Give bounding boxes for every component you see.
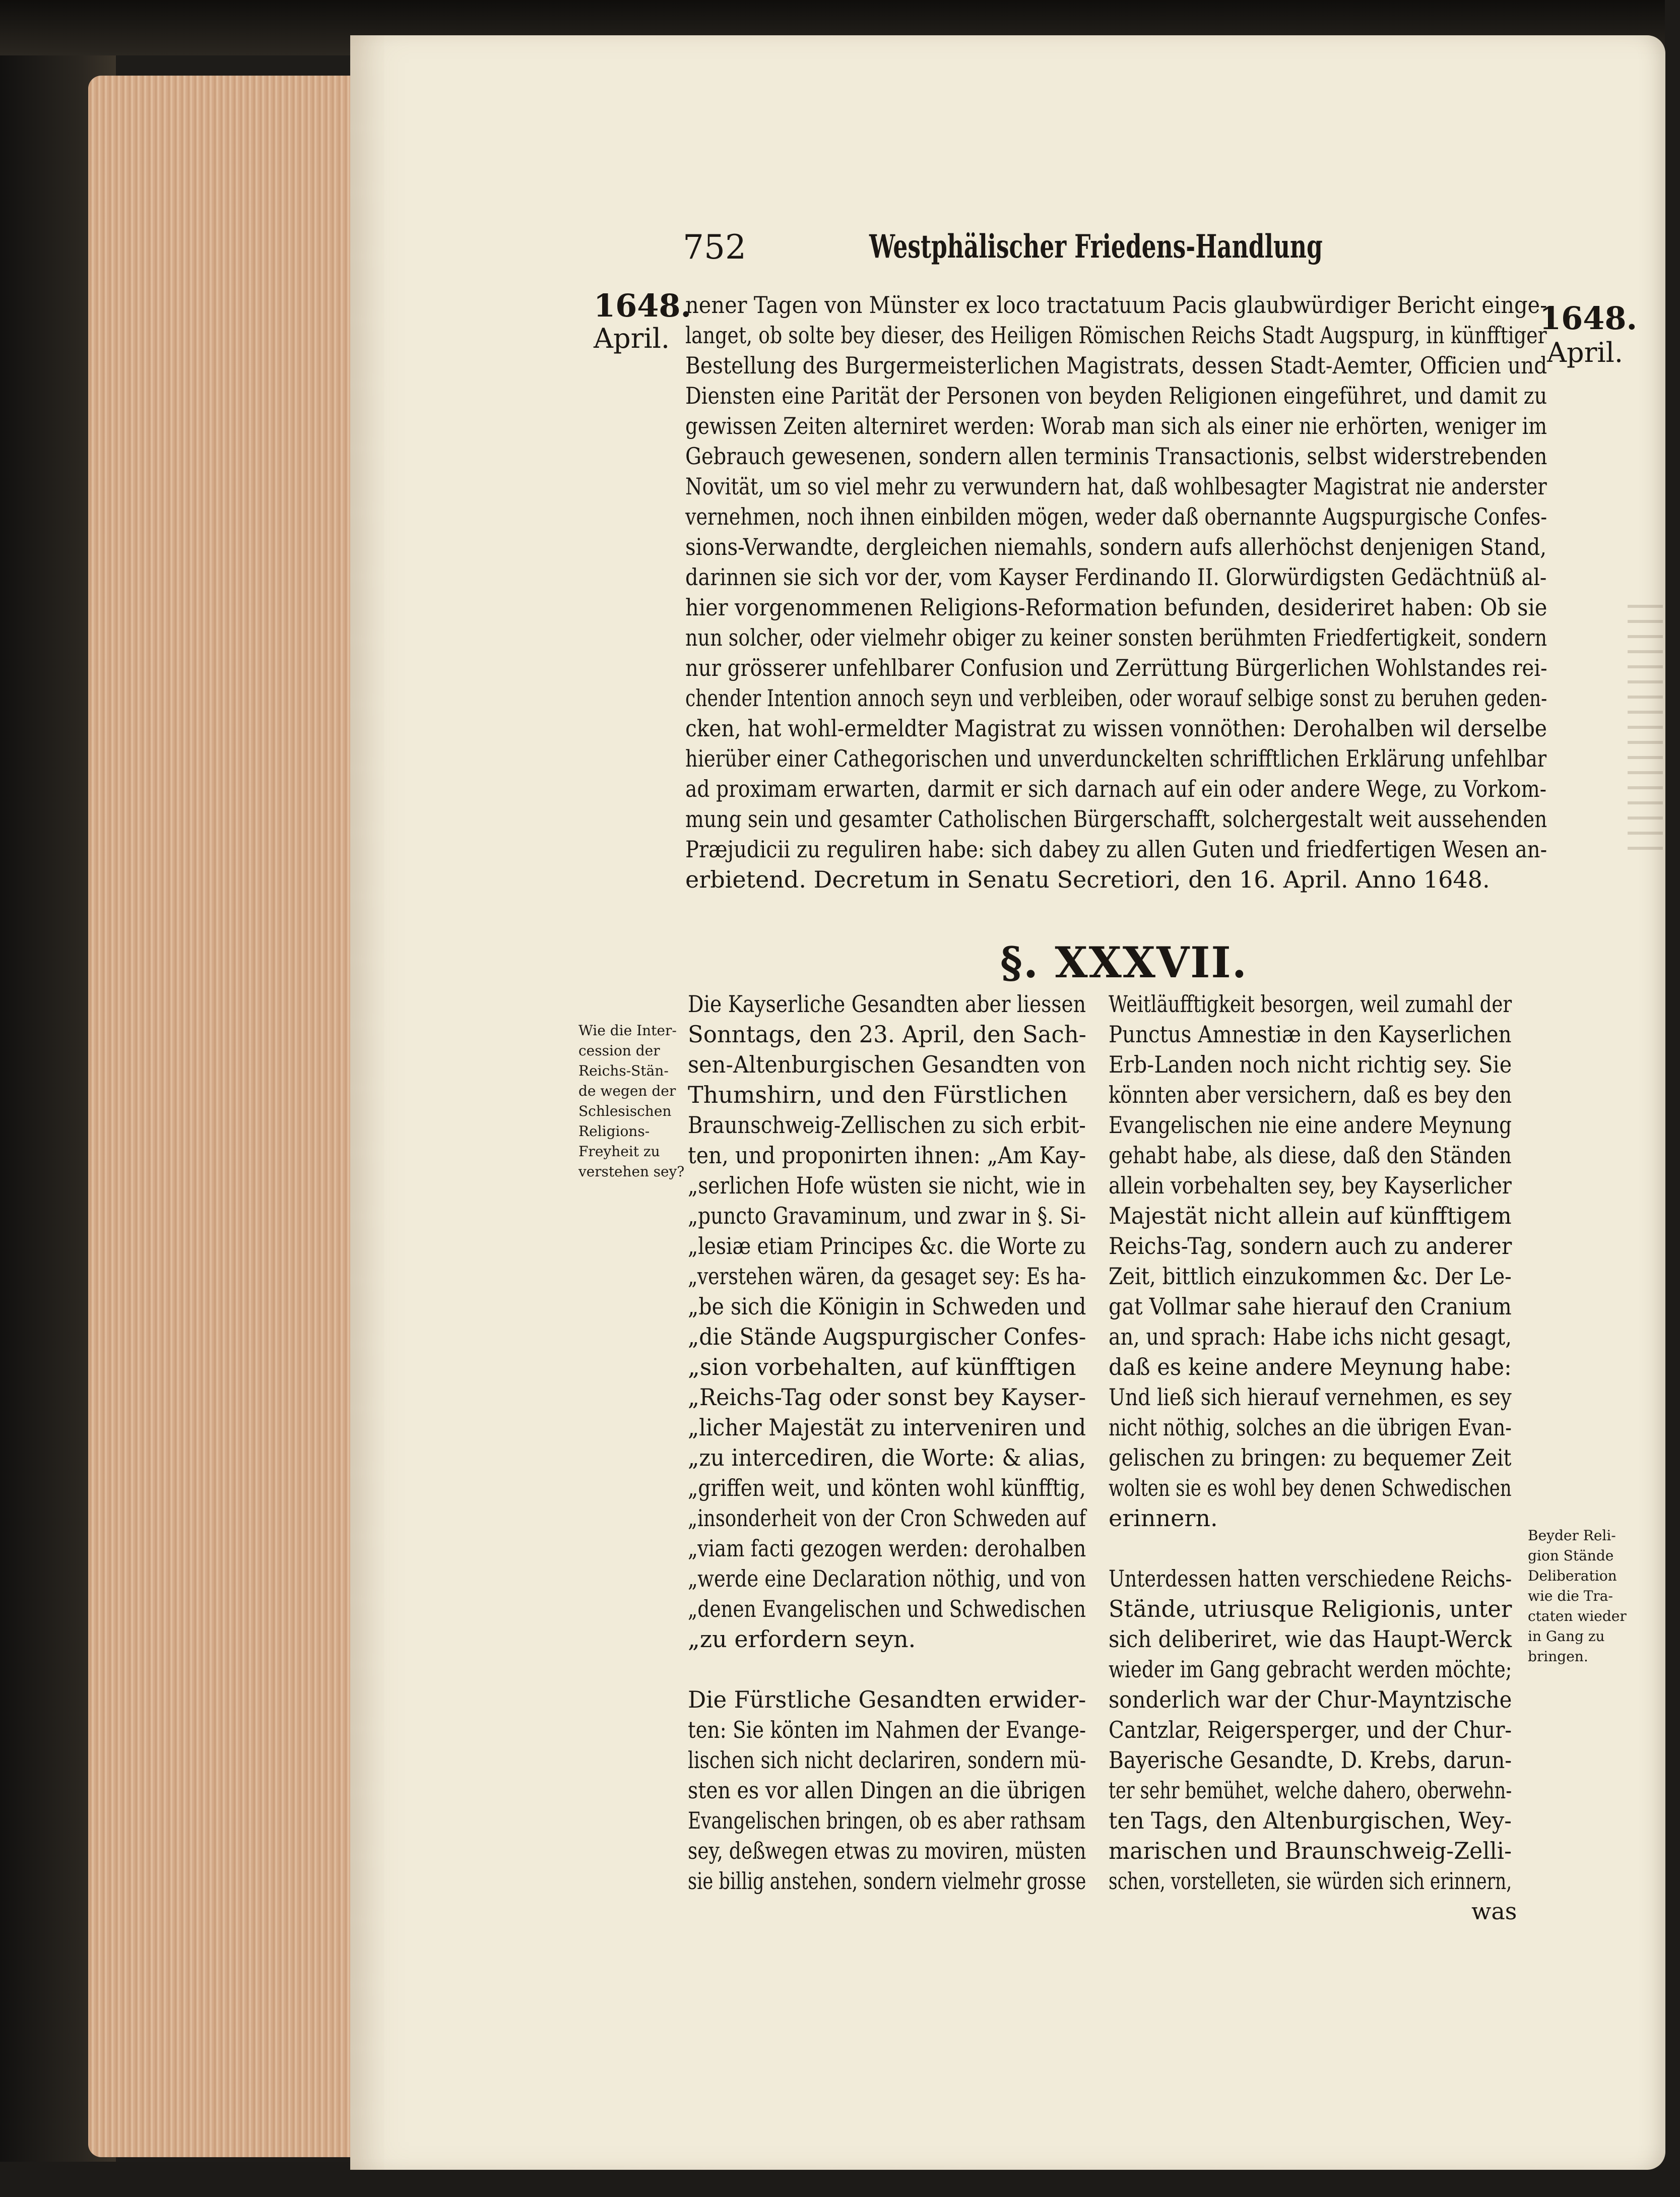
facing-page-bleed-through (1628, 605, 1663, 857)
text-line: Die Fürstliche Gesandten erwider- (688, 1686, 1086, 1713)
text-line: „licher Majestät zu interveniren und (688, 1414, 1086, 1441)
note-line: de wegen der (578, 1083, 676, 1099)
note-line: Deliberation (1528, 1567, 1617, 1584)
note-line: bringen. (1528, 1648, 1588, 1665)
text-line: nener Tagen von Münster ex loco tractatuum Pacis glaubwürdiger Bericht einge- (685, 291, 1547, 319)
text-line: cken, hat wohl-ermeldter Magistrat zu wissen vonnöthen: Derohalben wil derselbe (685, 715, 1547, 742)
catchword: was (1471, 1898, 1517, 1925)
margin-year-left: 1648. (594, 287, 692, 324)
text-line: „werde eine Declaration nöthig, und von (688, 1565, 1086, 1592)
note-line: in Gang zu (1528, 1628, 1605, 1645)
text-line: „denen Evangelischen und Schwedischen (688, 1595, 1086, 1622)
text-line: gelischen zu bringen: zu bequemer Zeit (1109, 1444, 1512, 1471)
text-line: Evangelischen nie eine andere Meynung (1109, 1111, 1512, 1139)
text-line: sich deliberiret, wie das Haupt-Werck (1109, 1625, 1512, 1653)
text-line: nicht nöthig, solches an die übrigen Evan- (1109, 1414, 1512, 1441)
note-line: Beyder Reli- (1528, 1527, 1616, 1544)
text-line: vernehmen, noch ihnen einbilden mögen, weder daß obernannte Augspurgische Confes- (685, 503, 1547, 530)
text-line: Bayerische Gesandte, D. Krebs, darun- (1109, 1746, 1512, 1774)
text-line: ad proximam erwarten, darmit er sich darnach auf ein oder andere Wege, zu Vorkom- (685, 775, 1546, 802)
note-line: ctaten wieder (1528, 1608, 1627, 1624)
text-line: sen-Altenburgischen Gesandten von (688, 1051, 1086, 1078)
text-line: „lesiæ etiam Principes &c. die Worte zu (688, 1232, 1086, 1260)
note-line: Religions- (578, 1123, 650, 1140)
running-title: Westphälischer Friedens-Handlung (869, 228, 1323, 266)
text-line: nur grösserer unfehlbarer Confusion und Zerrüttung Bürgerlichen Wohlstandes rei- (685, 654, 1547, 681)
text-line: daß es keine andere Meynung habe: (1109, 1353, 1512, 1380)
text-line: ten Tags, den Altenburgischen, Wey- (1109, 1807, 1512, 1834)
note-line: Freyheit zu (578, 1143, 660, 1160)
text-line: könnten aber versichern, daß es bey den (1109, 1081, 1512, 1108)
text-line: Bestellung des Burgermeisterlichen Magistrats, dessen Stadt-Aemter, Officien und (685, 352, 1547, 379)
text-line: ten, und proponirten ihnen: „Am Kay- (688, 1142, 1086, 1169)
text-line: erbietend. Decretum in Senatu Secretiori, den 16. April. Anno 1648. (685, 866, 1490, 893)
text-line: darinnen sie sich vor der, vom Kayser Ferdinando II. Glorwürdigsten Gedächtnüß al- (685, 563, 1547, 591)
text-line: Die Kayserliche Gesandten aber liessen (688, 990, 1086, 1018)
text-line: Erb-Landen noch nicht richtig sey. Sie (1109, 1051, 1512, 1078)
text-line: Novität, um so viel mehr zu verwundern hat, daß wohlbesagter Magistrat nie anderster (685, 473, 1547, 500)
text-line: gewissen Zeiten alterniret werden: Worab man sich als einer nie erhörten, weniger im (685, 412, 1547, 440)
text-line: Sonntags, den 23. April, den Sach- (688, 1021, 1086, 1048)
margin-year-right: 1648. (1539, 300, 1638, 337)
text-line: „puncto Gravaminum, und zwar in §. Si- (688, 1202, 1086, 1229)
text-line: ter sehr bemühet, welche dahero, oberwehn- (1109, 1777, 1512, 1804)
text-line: „zu erfordern seyn. (688, 1625, 916, 1653)
section-title: §. XXXVII. (1000, 937, 1248, 987)
text-line: allein vorbehalten sey, bey Kayserlicher (1109, 1172, 1512, 1199)
text-line: „verstehen wären, da gesaget sey: Es ha- (688, 1263, 1086, 1290)
note-line: Wie die Inter- (578, 1022, 677, 1039)
text-line: sonderlich war der Chur-Mayntzische (1109, 1686, 1512, 1713)
text-line: „insonderheit von der Cron Schweden auf (688, 1504, 1086, 1532)
text-line: „die Stände Augspurgischer Confes- (688, 1323, 1086, 1350)
text-line: langet, ob solte bey dieser, des Heiligen Römischen Reichs Stadt Augspurg, in künfftiger (685, 322, 1547, 349)
text-line: Thumshirn, und den Fürstlichen (688, 1081, 1068, 1108)
text-line: sie billig anstehen, sondern vielmehr grosse (688, 1867, 1086, 1895)
text-line: „sion vorbehalten, auf künfftigen (688, 1353, 1076, 1380)
text-line: Zeit, bittlich einzukommen &c. Der Le- (1109, 1263, 1512, 1290)
text-line: „viam facti gezogen werden: derohalben (688, 1535, 1086, 1562)
text-line: Weitläufftigkeit besorgen, weil zumahl der (1109, 990, 1512, 1018)
text-line: „griffen weit, und könten wohl künfftig, (688, 1474, 1086, 1501)
text-line: „zu intercediren, die Worte: & alias, (688, 1444, 1086, 1471)
text-line: „Reichs-Tag oder sonst bey Kayser- (688, 1384, 1086, 1411)
text-line: Majestät nicht allein auf künfftigem (1109, 1202, 1512, 1229)
text-line: schen, vorstelleten, sie würden sich erinnern, (1109, 1867, 1512, 1895)
text-line: Punctus Amnestiæ in den Kayserlichen (1109, 1021, 1512, 1048)
text-line: Gebrauch gewesenen, sondern allen terminis Transactionis, selbst widerstrebenden (685, 443, 1547, 470)
text-line: Reichs-Tag, sondern auch zu anderer (1109, 1232, 1512, 1260)
text-line: hier vorgenommenen Religions-Reformation befunden, desideriret haben: Ob sie (685, 594, 1547, 621)
text-line: erinnern. (1109, 1504, 1218, 1532)
text-line: sions-Verwandte, dergleichen niemahls, sondern aufs allerhöchst denjenigen Stand, (685, 533, 1547, 560)
note-line: wie die Tra- (1528, 1588, 1613, 1604)
book-page-edges (88, 76, 350, 2157)
text-line: wieder im Gang gebracht werden möchte; (1109, 1656, 1512, 1683)
scanner-background-right (1665, 0, 1680, 2197)
text-line: Braunschweig-Zellischen zu sich erbit- (688, 1111, 1086, 1139)
text-line: „be sich die Königin in Schweden und (688, 1293, 1086, 1320)
text-line: Præjudicii zu reguliren habe: sich dabey zu allen Guten und friedfertigen Wesen an- (685, 836, 1547, 863)
text-line: „serlichen Hofe wüsten sie nicht, wie in (688, 1172, 1086, 1199)
text-line: gat Vollmar sahe hierauf den Cranium (1109, 1293, 1512, 1320)
note-line: Schlesischen (578, 1103, 672, 1119)
note-line: Reichs-Stän- (578, 1062, 669, 1079)
note-line: cession der (578, 1042, 660, 1059)
note-line: gion Stände (1528, 1547, 1614, 1564)
text-line: Unterdessen hatten verschiedene Reichs- (1109, 1565, 1512, 1592)
text-line: sey, deßwegen etwas zu moviren, müsten (688, 1837, 1086, 1864)
text-line: gehabt habe, als diese, daß den Ständen (1109, 1142, 1512, 1169)
text-line: Stände, utriusque Religionis, unter (1109, 1595, 1512, 1622)
margin-month-left: April. (594, 323, 670, 354)
text-line: chender Intention annoch seyn und verbleiben, oder worauf selbige sonst zu beruhen geden- (685, 684, 1547, 712)
text-line: Und ließ sich hierauf vernehmen, es sey (1109, 1384, 1512, 1411)
text-line: Evangelischen bringen, ob es aber rathsam (688, 1807, 1086, 1834)
margin-month-right: April. (1547, 337, 1624, 368)
note-line: verstehen sey? (578, 1163, 685, 1180)
text-line: ten: Sie könten im Nahmen der Evange- (688, 1716, 1086, 1743)
text-line: sten es vor allen Dingen an die übrigen (688, 1777, 1086, 1804)
text-line: hierüber einer Cathegorischen und unverdunckelten schrifftlichen Erklärung unfehlbar (685, 745, 1547, 772)
text-line: Diensten eine Parität der Personen von beyden Religionen eingeführet, und damit zu (685, 382, 1547, 409)
text-line: marischen und Braunschweig-Zelli- (1109, 1837, 1512, 1864)
page-number: 752 (683, 228, 746, 267)
text-line: Cantzlar, Reigersperger, und der Chur- (1109, 1716, 1512, 1743)
text-line: lischen sich nicht declariren, sondern mü- (688, 1746, 1086, 1774)
text-line: wolten sie es wohl bey denen Schwedischen (1109, 1474, 1512, 1501)
text-line: nun solcher, oder vielmehr obiger zu keiner sonsten berühmten Friedfertigkeit, sondern (685, 624, 1547, 651)
text-line: mung sein und gesamter Catholischen Bürgerschafft, solchergestalt weit aussehenden (685, 805, 1547, 833)
text-line: an, und sprach: Habe ichs nicht gesagt, (1109, 1323, 1512, 1350)
